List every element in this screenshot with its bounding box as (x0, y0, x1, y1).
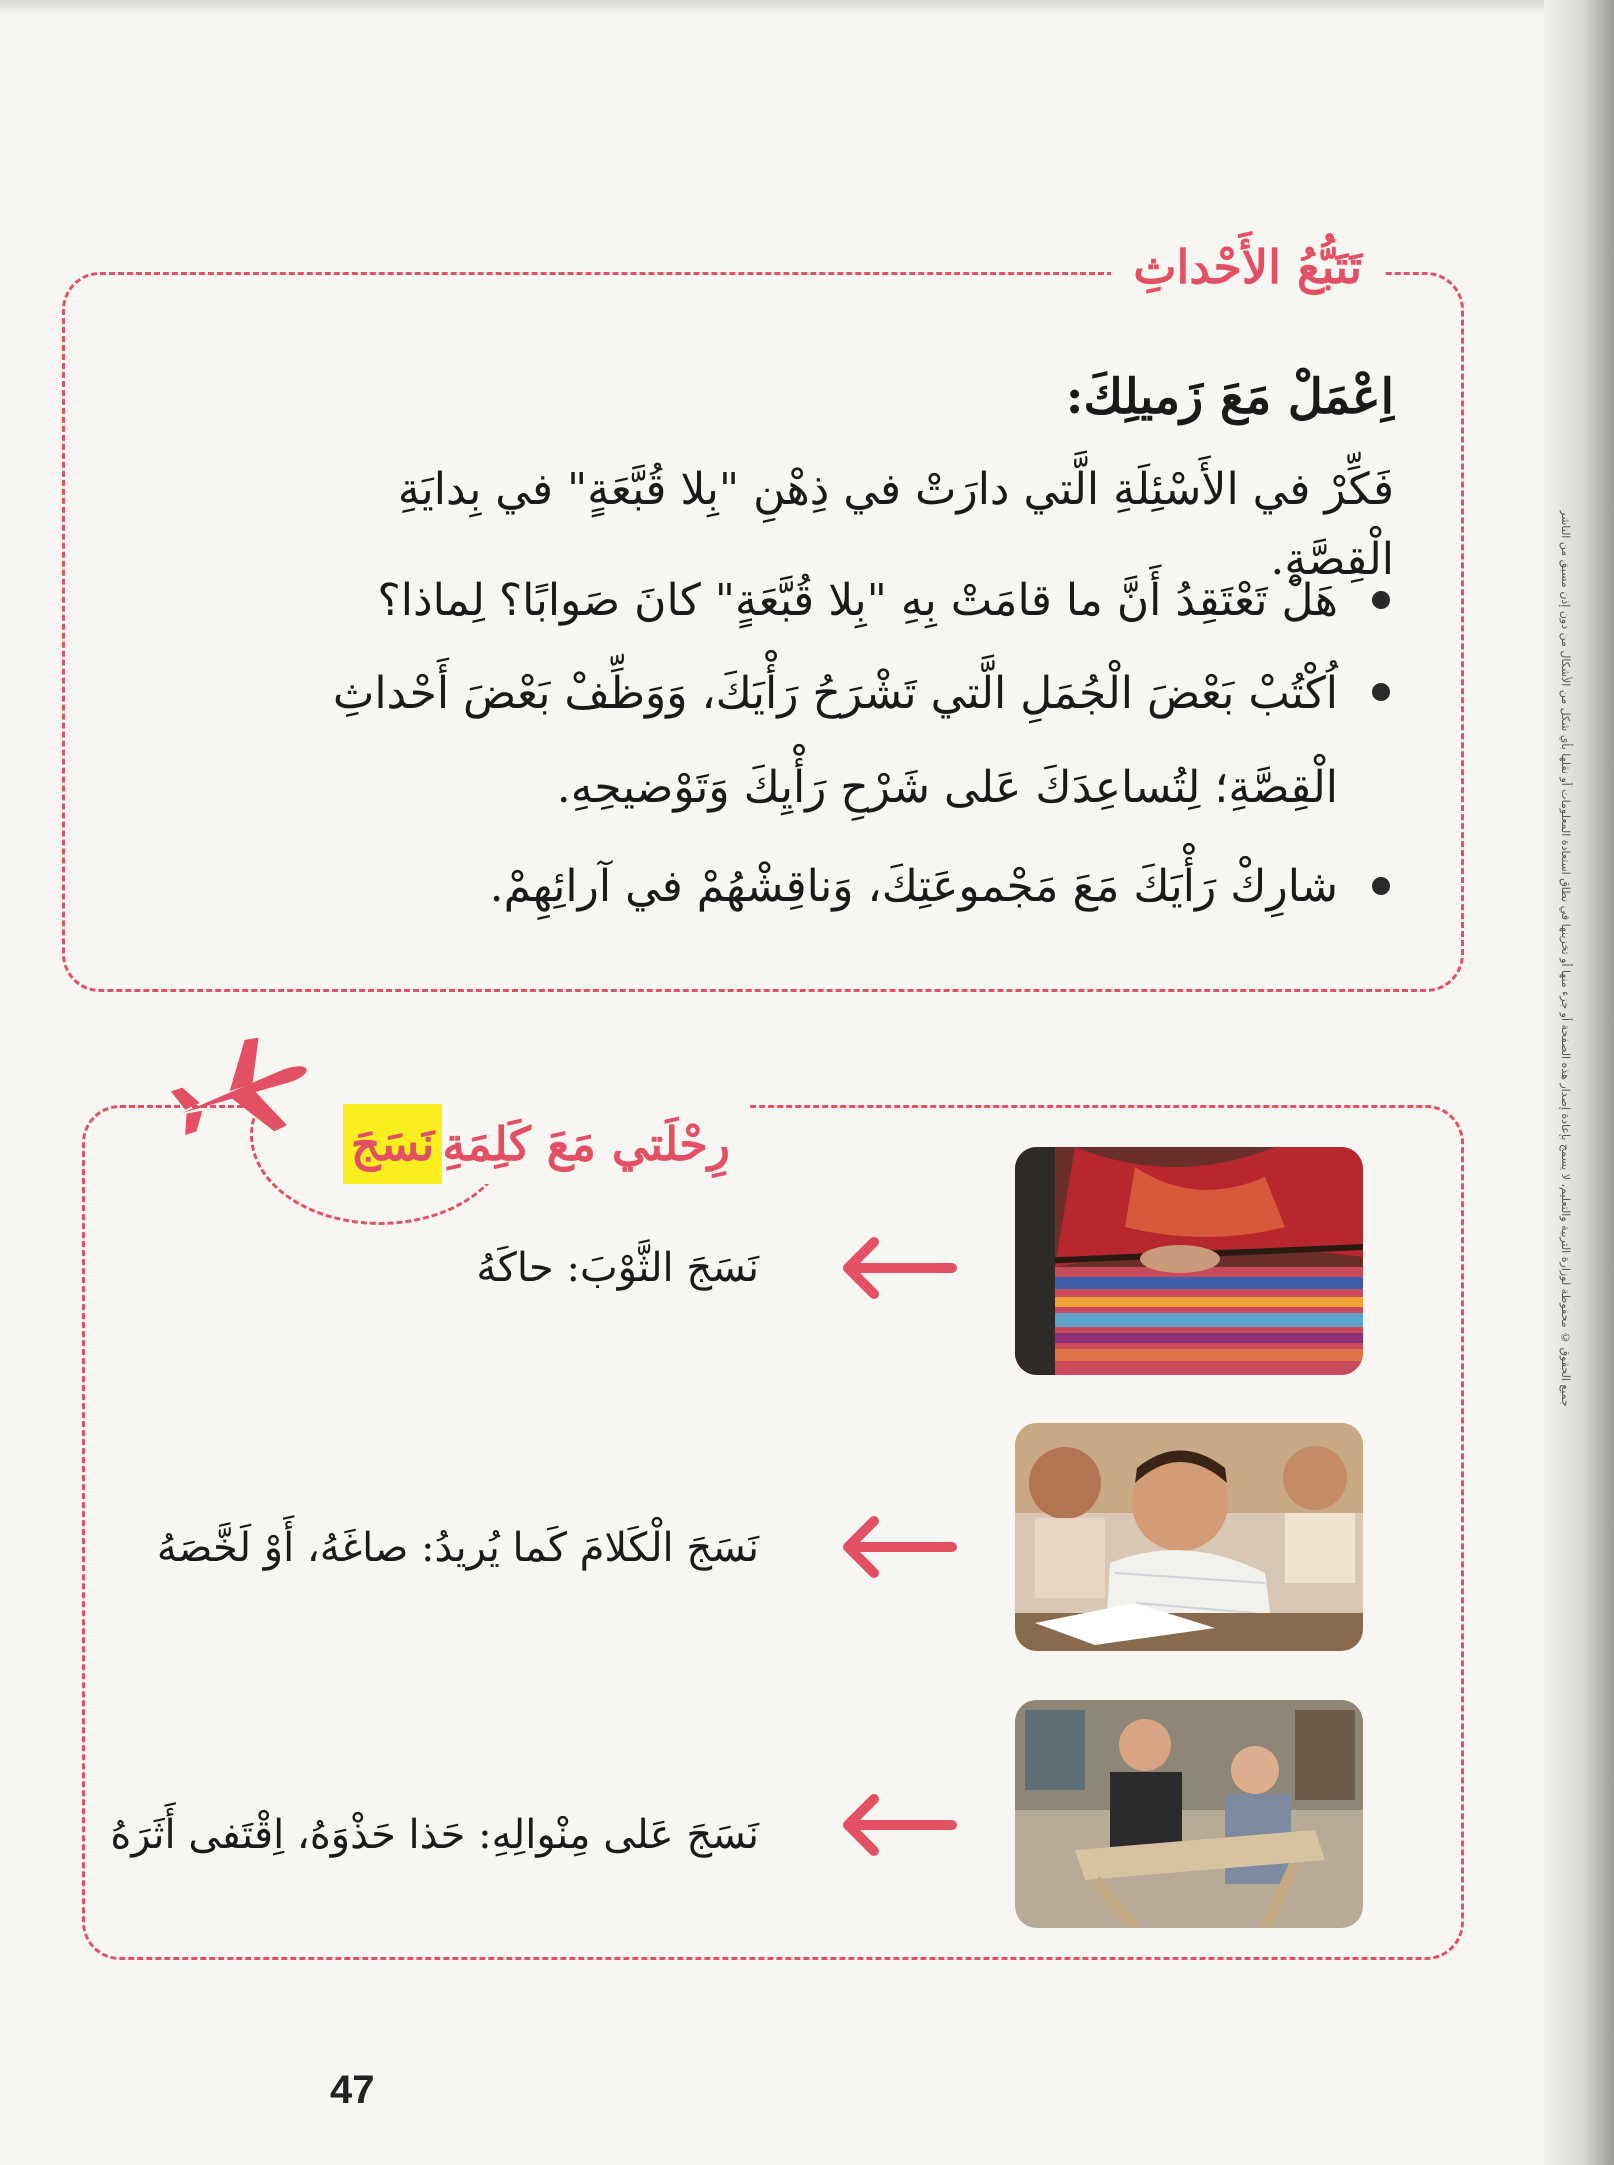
list-item (244, 555, 1394, 647)
word-meaning-3: نَسَجَ عَلى مِنْوالِهِ: حَذا حَذْوَهُ، اِقْتَفى أَثَرَهُ (110, 1812, 759, 1858)
word-meaning-2: نَسَجَ الْكَلامَ كَما يُريدُ: صاغَهُ، أَوْ لَخَّصَهُ (156, 1525, 759, 1571)
bullet-icon (1372, 683, 1390, 701)
events-section-title: تَتَبُّعُ الأَحْداثِ (1111, 232, 1384, 302)
copyright-notice: جميع الحقوق © محفوظة لوزارة التربية والتعليم، لا يسمح بإعادة إصدار هذه الصفحة أو جزء منها أو تخزينها في نطاق استعادة المعلومات أو نقلها بأي شكل من الأشكال من دون إذن مسبق من الناشر (1559, 510, 1572, 1407)
think-prompt: فَكِّرْ في الأَسْئِلَةِ الَّتي دارَتْ في ذِهْنِ "بِلا قُبَّعَةٍ" في بِدايَةِ الْقِصَّةِ. (397, 464, 1394, 585)
work-with-colleague-heading: اِعْمَلْ مَعَ زَميلِكَ: (1065, 369, 1394, 425)
list-item (244, 841, 1394, 933)
weaving-loom-photo (1015, 1147, 1363, 1375)
list-item (244, 647, 1394, 835)
boy-writing-photo (1015, 1423, 1363, 1651)
airplane-icon (168, 1035, 318, 1145)
bullet-text: هَلْ تَعْتَقِدُ أَنَّ ما قامَتْ بِهِ "بِلا قُبَّعَةٍ" كانَ صَوابًا؟ لِماذا؟ (377, 575, 1338, 626)
word-meaning-1: نَسَجَ الثَّوْبَ: حاكَهُ (476, 1245, 759, 1291)
bullet-icon (1372, 877, 1390, 895)
bullet-icon (1372, 591, 1390, 609)
left-arrow-icon (840, 1515, 960, 1579)
page-top-shadow (0, 0, 1614, 14)
bullet-text: اُكْتُبْ بَعْضَ الْجُمَلِ الَّتي تَشْرَحُ رَأْيَكَ، وَوَظِّفْ بَعْضَ أَحْداثِ الْقِصَّةِ؛ لِتُساعِدَكَ عَلى شَرْحِ رَأْيِكَ وَتَوْضيحِهِ. (332, 668, 1338, 813)
left-arrow-icon (840, 1236, 960, 1300)
word-journey-title (321, 1104, 748, 1184)
woodworking-photo (1015, 1700, 1363, 1928)
left-arrow-icon (840, 1793, 960, 1857)
word-journey-title-text: رِحْلَتي مَعَ كَلِمَةِ (442, 1117, 730, 1171)
questions-list (244, 555, 1394, 933)
bullet-text: شارِكْ رَأْيَكَ مَعَ مَجْموعَتِكَ، وَناقِشْهُمْ في آرائِهِمْ. (489, 861, 1338, 912)
highlighted-word: نَسَجَ (343, 1104, 443, 1184)
page-number: 47 (330, 2068, 375, 2112)
